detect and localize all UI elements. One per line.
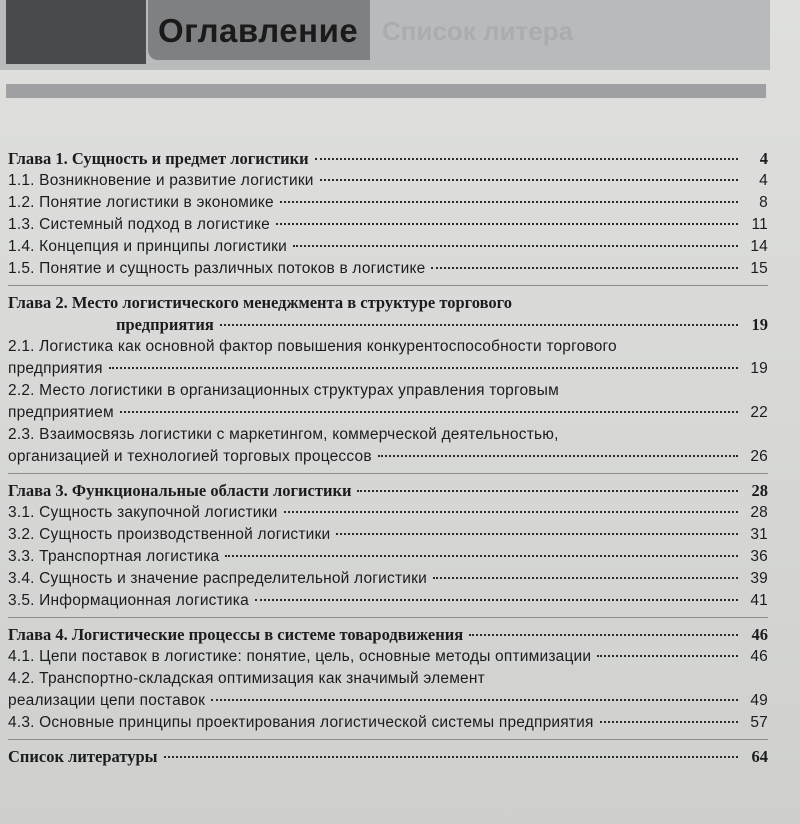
- toc-entry-title: организацией и технологией торговых процессов: [8, 448, 372, 465]
- toc-entry-title: предприятием: [8, 404, 114, 421]
- toc-row: [8, 314, 768, 336]
- toc-entry-title: 4.3. Основные принципы проектирования логистической системы предприятия: [8, 714, 594, 731]
- toc-section: [8, 712, 768, 734]
- toc-row: [8, 192, 768, 214]
- toc-section: [8, 502, 768, 524]
- toc-row: [8, 480, 768, 502]
- toc-section: [8, 568, 768, 590]
- toc-leader-dots: [320, 179, 738, 181]
- toc-row: [8, 590, 768, 612]
- toc-page-number: 4: [759, 149, 768, 168]
- toc-entry-title: Глава 3. Функциональные области логистики: [8, 481, 352, 500]
- toc-chapter: [8, 292, 768, 336]
- toc-page-number: 46: [750, 648, 768, 665]
- toc-entry-title: 3.5. Информационная логистика: [8, 592, 249, 609]
- toc-entry-title-line1: 2.3. Взаимосвязь логистики с маркетингом, коммерческой деятельностью,: [8, 426, 559, 443]
- toc-entry-title: 1.4. Концепция и принципы логистики: [8, 238, 287, 255]
- toc-leader-dots: [276, 223, 738, 225]
- section-divider: [8, 473, 768, 474]
- toc-page-number: 39: [750, 570, 768, 587]
- toc-entry-title: 3.4. Сущность и значение распределительной логистики: [8, 570, 427, 587]
- toc-leader-dots: [469, 634, 738, 636]
- toc-page-number: 15: [750, 260, 768, 277]
- toc-leader-dots: [315, 158, 738, 160]
- toc-leader-dots: [211, 699, 738, 701]
- toc-entry-title: 1.3. Системный подход в логистике: [8, 216, 270, 233]
- toc-page-number: 49: [750, 692, 768, 709]
- toc-leader-dots: [255, 599, 738, 601]
- toc-entry-title: предприятия: [8, 360, 103, 377]
- toc-row: [8, 236, 768, 258]
- toc-page-number: 19: [750, 360, 768, 377]
- toc-page-number: 41: [750, 592, 768, 609]
- toc-page-number: 22: [750, 404, 768, 421]
- toc-leader-dots: [357, 490, 738, 492]
- toc-entry-title-line1: 2.2. Место логистики в организационных структурах управления торговым: [8, 382, 559, 399]
- toc-section: [8, 546, 768, 568]
- toc-row: [8, 402, 768, 424]
- toc-page-number: 4: [759, 172, 768, 189]
- toc-page-number: 26: [750, 448, 768, 465]
- toc-section: [8, 236, 768, 258]
- toc-row: [8, 148, 768, 170]
- toc-chapter: [8, 624, 768, 646]
- toc-entry-title: 3.3. Транспортная логистика: [8, 548, 220, 565]
- toc-page-number: 28: [750, 504, 768, 521]
- toc-entry-title: 3.2. Сущность производственной логистики: [8, 526, 331, 543]
- toc-row: [8, 546, 768, 568]
- toc-chapter: [8, 480, 768, 502]
- toc-row: [8, 690, 768, 712]
- toc-row: [8, 258, 768, 280]
- toc-row: [8, 524, 768, 546]
- table-of-contents: [8, 148, 768, 768]
- toc-section: [8, 424, 768, 468]
- toc-row: [8, 712, 768, 734]
- toc-row: [8, 746, 768, 768]
- toc-section: [8, 170, 768, 192]
- page-title: Оглавление: [158, 12, 359, 49]
- toc-leader-dots: [164, 756, 738, 758]
- toc-chapter: [8, 746, 768, 768]
- toc-row: [8, 568, 768, 590]
- toc-page-number: 14: [750, 238, 768, 255]
- toc-page-number: 11: [751, 216, 768, 233]
- toc-page-number: 8: [759, 194, 768, 211]
- toc-leader-dots: [220, 324, 738, 326]
- toc-leader-dots: [225, 555, 738, 557]
- toc-entry-title-line1: 4.2. Транспортно-складская оптимизация как значимый элемент: [8, 670, 485, 687]
- toc-entry-title: 1.2. Понятие логистики в экономике: [8, 194, 274, 211]
- toc-page-number: 64: [751, 747, 768, 766]
- toc-leader-dots: [280, 201, 738, 203]
- toc-leader-dots: [597, 655, 738, 657]
- toc-section: [8, 192, 768, 214]
- section-divider: [8, 739, 768, 740]
- toc-section: [8, 214, 768, 236]
- toc-leader-dots: [433, 577, 738, 579]
- toc-entry-title: 1.5. Понятие и сущность различных потоков в логистике: [8, 260, 426, 277]
- toc-entry-title: Глава 4. Логистические процессы в системе товародвижения: [8, 625, 464, 644]
- toc-section: [8, 380, 768, 424]
- toc-page-number: 28: [751, 481, 768, 500]
- toc-section: [8, 258, 768, 280]
- toc-entry-title-line1: 2.1. Логистика как основной фактор повышения конкурентоспособности торгового: [8, 338, 617, 355]
- toc-section: [8, 590, 768, 612]
- toc-entry-title: 3.1. Сущность закупочной логистики: [8, 504, 278, 521]
- toc-section: [8, 668, 768, 712]
- toc-entry-title: 1.1. Возникновение и развитие логистики: [8, 172, 314, 189]
- toc-entry-title: реализации цепи поставок: [8, 692, 206, 709]
- toc-row: [8, 624, 768, 646]
- toc-leader-dots: [284, 511, 739, 513]
- toc-leader-dots: [378, 455, 738, 457]
- section-divider: [8, 617, 768, 618]
- toc-leader-dots: [431, 267, 738, 269]
- toc-row: [8, 358, 768, 380]
- toc-leader-dots: [600, 721, 738, 723]
- toc-entry-title-line1: Глава 2. Место логистического менеджмента в структуре торгового: [8, 293, 512, 312]
- header-dark-block: [6, 0, 146, 64]
- toc-section: [8, 524, 768, 546]
- toc-page-number: 19: [751, 315, 768, 334]
- toc-entry-title: предприятия: [116, 315, 214, 334]
- toc-leader-dots: [120, 411, 738, 413]
- toc-row: [8, 646, 768, 668]
- toc-leader-dots: [336, 533, 738, 535]
- toc-page-number: 31: [750, 526, 768, 543]
- toc-section: [8, 336, 768, 380]
- toc-page-number: 57: [750, 714, 768, 731]
- toc-leader-dots: [293, 245, 738, 247]
- toc-leader-dots: [109, 367, 738, 369]
- toc-row: [8, 446, 768, 468]
- toc-entry-title: 4.1. Цепи поставок в логистике: понятие, цель, основные методы оптимизации: [8, 648, 592, 665]
- toc-entry-title: Список литературы: [8, 747, 158, 766]
- toc-row: [8, 170, 768, 192]
- toc-page-number: 36: [750, 548, 768, 565]
- toc-row: [8, 214, 768, 236]
- header-rule: [6, 84, 766, 98]
- toc-row: [8, 502, 768, 524]
- toc-entry-title: Глава 1. Сущность и предмет логистики: [8, 149, 309, 168]
- toc-chapter: [8, 148, 768, 170]
- toc-page-number: 46: [751, 625, 768, 644]
- header-ghost-text: Список литера: [382, 16, 574, 46]
- toc-section: [8, 646, 768, 668]
- section-divider: [8, 285, 768, 286]
